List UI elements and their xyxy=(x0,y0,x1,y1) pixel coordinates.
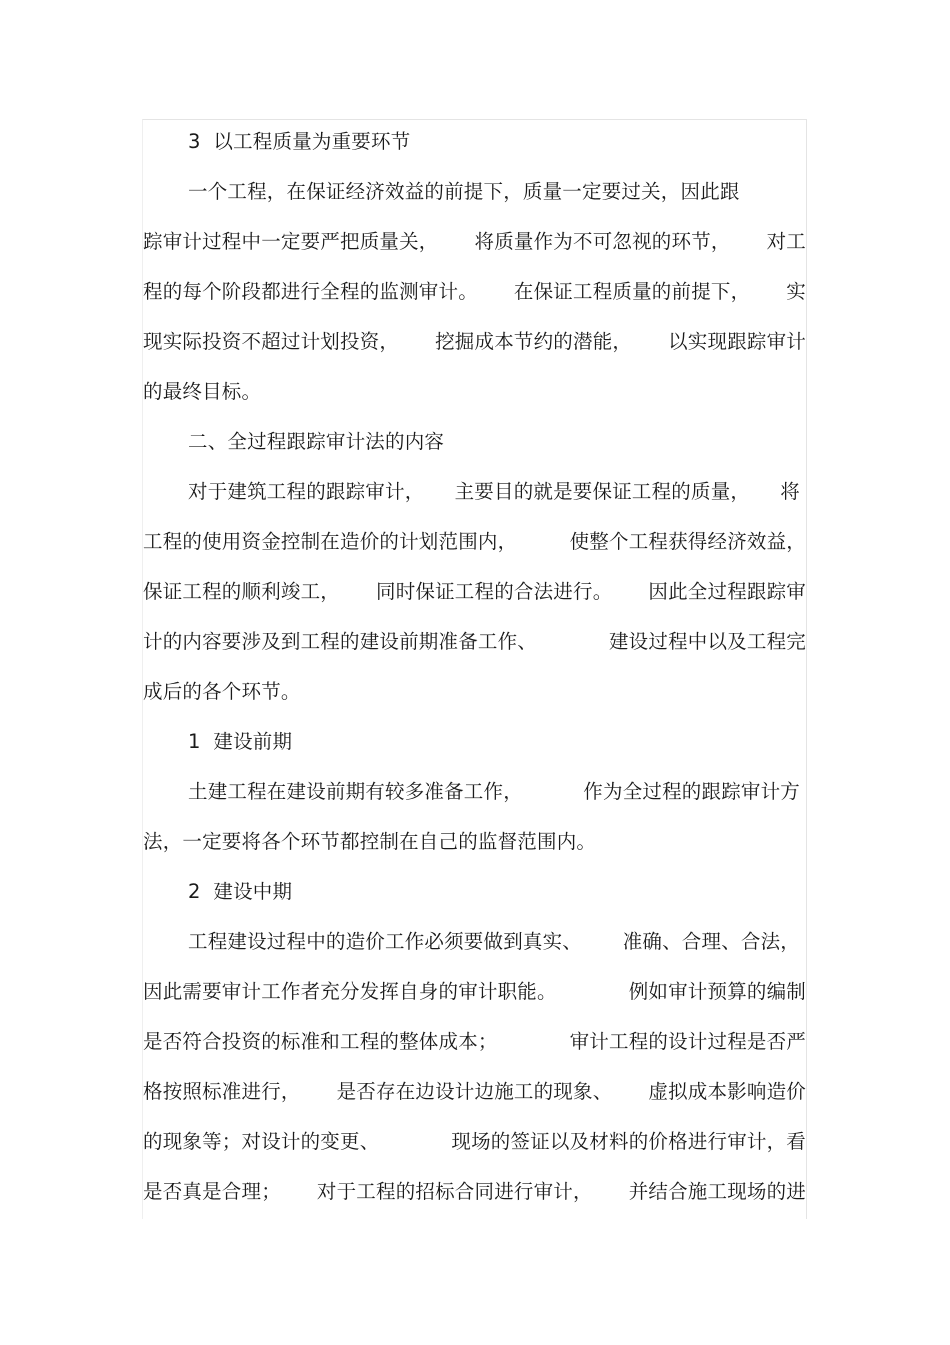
paragraph-line: 是否真是合理； 对于工程的招标合同进行审计， 并结合施工现场的进 xyxy=(143,1180,806,1203)
subsection-heading-mid-construction: 2 建设中期 xyxy=(188,880,293,903)
paragraph-line: 工程的使用资金控制在造价的计划范围内， 使整个工程获得经济效益， xyxy=(143,530,806,553)
subsection-heading-quality: 3 以工程质量为重要环节 xyxy=(188,130,411,153)
paragraph-line: 程的每个阶段都进行全程的监测审计。 在保证工程质量的前提下， 实 xyxy=(143,280,806,303)
paragraph-line: 因此需要审计工作者充分发挥自身的审计职能。 例如审计预算的编制 xyxy=(143,980,806,1003)
paragraph-line: 保证工程的顺利竣工， 同时保证工程的合法进行。 因此全过程跟踪审 xyxy=(143,580,806,603)
paragraph-line: 土建工程在建设前期有较多准备工作， 作为全过程的跟踪审计方 xyxy=(188,780,800,803)
section-heading-content: 二、全过程跟踪审计法的内容 xyxy=(188,430,445,453)
paragraph-line: 的最终目标。 xyxy=(143,380,262,403)
document-page xyxy=(142,119,807,1219)
paragraph-line: 踪审计过程中一定要严把质量关， 将质量作为不可忽视的环节， 对工 xyxy=(143,230,806,253)
paragraph-line: 的现象等；对设计的变更、 现场的签证以及材料的价格进行审计，看 xyxy=(143,1130,806,1153)
paragraph-line: 计的内容要涉及到工程的建设前期准备工作、 建设过程中以及工程完 xyxy=(143,630,806,653)
paragraph-line: 现实际投资不超过计划投资， 挖掘成本节约的潜能， 以实现跟踪审计 xyxy=(143,330,806,353)
paragraph-line: 成后的各个环节。 xyxy=(143,680,301,703)
paragraph-line: 一个工程，在保证经济效益的前提下，质量一定要过关，因此跟 xyxy=(188,180,740,203)
paragraph-line: 是否符合投资的标准和工程的整体成本； 审计工程的设计过程是否严 xyxy=(143,1030,806,1053)
paragraph-line: 法，一定要将各个环节都控制在自己的监督范围内。 xyxy=(143,830,597,853)
paragraph-line: 格按照标准进行， 是否存在边设计边施工的现象、 虚拟成本影响造价 xyxy=(143,1080,806,1103)
subsection-heading-pre-construction: 1 建设前期 xyxy=(188,730,293,753)
paragraph-line: 工程建设过程中的造价工作必须要做到真实、 准确、合理、合法， xyxy=(188,930,800,953)
paragraph-line: 对于建筑工程的跟踪审计， 主要目的就是要保证工程的质量， 将 xyxy=(188,480,800,503)
